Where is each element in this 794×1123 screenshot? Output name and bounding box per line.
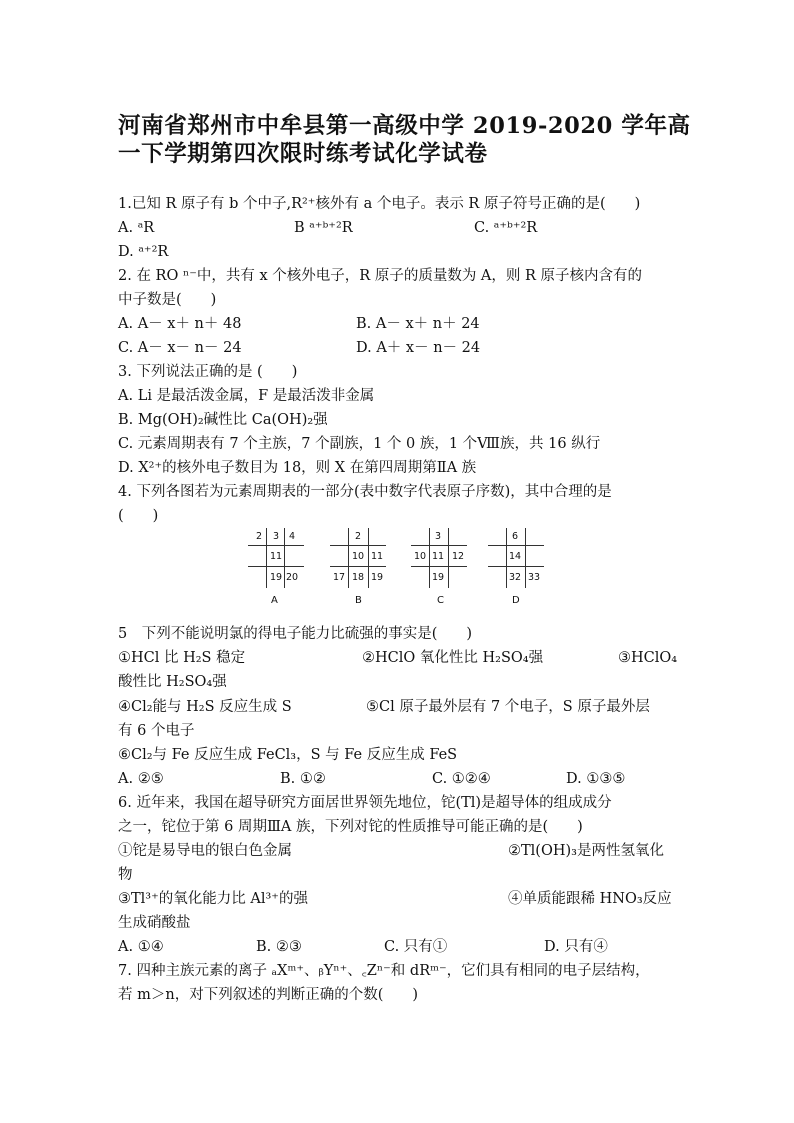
grid-a-cell: 11 <box>269 551 283 562</box>
grid-c-label: C <box>437 595 444 606</box>
q3-stem: 3. 下列说法正确的是 ( ) <box>118 364 298 380</box>
grid-d-label: D <box>512 595 520 606</box>
q5-option-c: C. ①②④ <box>432 771 491 787</box>
grid-a-cell: 2 <box>255 531 263 542</box>
q6-option-d: D. 只有④ <box>544 939 608 955</box>
q4-stem-line-2: ( ) <box>118 508 159 524</box>
grid-d-cell: 32 <box>508 572 522 583</box>
q3-option-a: A. Li 是最活泼金属，F 是最活泼非金属 <box>118 388 375 404</box>
q5-statement-1: ①HCl 比 H₂S 稳定 <box>118 650 246 666</box>
grid-a-cell: 20 <box>285 572 299 583</box>
q2-option-d: D. A＋ x－ n－ 24 <box>356 340 481 356</box>
grid-b-cell: 18 <box>351 572 365 583</box>
q3-option-b: B. Mg(OH)₂碱性比 Ca(OH)₂强 <box>118 412 328 428</box>
grid-a-cell: 4 <box>288 531 296 542</box>
grid-a-label: A <box>271 595 278 606</box>
q2-stem-line-2: 中子数是( ) <box>118 292 217 308</box>
q1-option-d: D. ᵃ⁺²R <box>118 244 169 260</box>
q6-option-c: C. 只有① <box>384 939 448 955</box>
q6-statement-3: ③Tl³⁺的氧化能力比 Al³⁺的强 <box>118 891 308 907</box>
q4-stem-line-1: 4. 下列各图若为元素周期表的一部分(表中数字代表原子序数)，其中合理的是 <box>118 484 612 500</box>
grid-a-cell: 3 <box>272 531 280 542</box>
q2-option-a: A. A－ x＋ n＋ 48 <box>118 316 242 332</box>
grid-b-cell: 17 <box>332 572 346 583</box>
title-line-2: 一下学期第四次限时练考试化学试卷 <box>118 141 488 167</box>
grid-d-cell: 14 <box>508 551 522 562</box>
q2-option-b: B. A－ x＋ n＋ 24 <box>356 316 480 332</box>
q1-stem: 1.已知 R 原子有 b 个中子,R²⁺核外有 a 个电子。表示 R 原子符号正确的是( ) <box>118 196 641 212</box>
q5-stem: 5 下列不能说明氯的得电子能力比硫强的事实是( ) <box>118 626 473 642</box>
grid-c-cell: 3 <box>434 531 442 542</box>
grid-c-cell: 12 <box>451 551 465 562</box>
grid-c-cell: 10 <box>413 551 427 562</box>
q5-statement-2: ②HClO 氧化性比 H₂SO₄强 <box>362 650 544 666</box>
q5-statement-3: ③HClO₄ <box>618 650 678 666</box>
q5-statement-5: ⑤Cl 原子最外层有 7 个电子，S 原子最外层 <box>366 699 650 715</box>
grid-d-cell: 6 <box>511 531 519 542</box>
grid-a-cell: 19 <box>269 572 283 583</box>
q5-statement-4: ④Cl₂能与 H₂S 反应生成 S <box>118 699 292 715</box>
page-title <box>118 112 698 168</box>
q7-stem-line-1: 7. 四种主族元素的离子 ₐXᵐ⁺、ᵦYⁿ⁺、꜀Zⁿ⁻和 dRᵐ⁻，它们具有相同的电子层结构， <box>118 963 650 979</box>
grid-b-cell: 19 <box>370 572 384 583</box>
q6-stem-line-2: 之一，铊位于第 6 周期ⅢA 族，下列对铊的性质推导可能正确的是( ) <box>118 819 583 835</box>
q3-option-d: D. X²⁺的核外电子数目为 18，则 X 在第四周期第ⅡA 族 <box>118 460 477 476</box>
q2-option-c: C. A－ x－ n－ 24 <box>118 340 242 356</box>
grid-c-cell: 11 <box>431 551 445 562</box>
q5-option-d: D. ①③⑤ <box>566 771 626 787</box>
grid-c-cell: 19 <box>431 572 445 583</box>
q5-option-b: B. ①② <box>280 771 326 787</box>
title-line-1: 河南省郑州市中牟县第一高级中学 2019-2020 学年高 <box>118 113 691 139</box>
grid-b-cell: 11 <box>370 551 384 562</box>
q6-statement-1: ①铊是易导电的银白色金属 <box>118 843 292 859</box>
q6-stem-line-1: 6. 近年来，我国在超导研究方面居世界领先地位，铊(Tl)是超导体的组成成分 <box>118 795 612 811</box>
grid-d-cell: 33 <box>527 572 541 583</box>
q6-statement-4-cont: 生成硝酸盐 <box>118 915 191 931</box>
q1-option-c: C. ᵃ⁺ᵇ⁺²R <box>474 220 538 236</box>
grid-b-label: B <box>355 595 362 606</box>
q6-statement-4: ④单质能跟稀 HNO₃反应 <box>508 891 672 907</box>
q5-option-a: A. ②⑤ <box>118 771 164 787</box>
q5-statement-5-cont: 有 6 个电子 <box>118 723 195 739</box>
grid-b-cell: 10 <box>351 551 365 562</box>
q7-stem-line-2: 若 m＞n，对下列叙述的判断正确的个数( ) <box>118 987 419 1003</box>
q6-option-b: B. ②③ <box>256 939 302 955</box>
q1-option-a: A. ᵃR <box>118 220 155 236</box>
q6-statement-2: ②Tl(OH)₃是两性氢氧化 <box>508 843 664 859</box>
q5-statement-6: ⑥Cl₂与 Fe 反应生成 FeCl₃，S 与 Fe 反应生成 FeS <box>118 747 458 763</box>
grid-b-cell: 2 <box>354 531 362 542</box>
q5-statement-3-cont: 酸性比 H₂SO₄强 <box>118 674 227 690</box>
q2-stem-line-1: 2. 在 RO ⁿ⁻中，共有 x 个核外电子，R 原子的质量数为 A，则 R 原子核内含有的 <box>118 268 643 284</box>
q1-option-b: B ᵃ⁺ᵇ⁺²R <box>294 220 353 236</box>
q6-option-a: A. ①④ <box>118 939 164 955</box>
q6-statement-2-cont: 物 <box>118 867 133 883</box>
q3-option-c: C. 元素周期表有 7 个主族，7 个副族，1 个 0 族，1 个Ⅷ族，共 16 纵行 <box>118 436 601 452</box>
